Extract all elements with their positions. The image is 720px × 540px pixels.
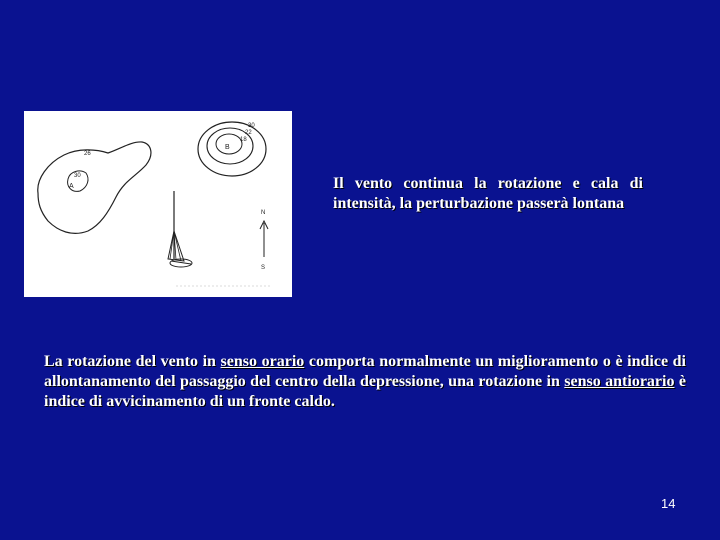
isobar-map [24,111,292,297]
high-label-a: A [69,183,74,190]
main-text-paragraph [44,352,686,412]
main-text-part-2: comporta normalmente un miglioramento o è indice di allontanamento del passaggio del centro della depressione, una rotazione in [44,353,687,390]
main-text-part-3: è indice di avvicinamento di un fronte caldo. [44,373,686,410]
underlined-clockwise: senso orario [220,353,305,370]
compass-north-label: N [261,210,266,216]
high-value-label: 30 [74,173,81,179]
page-number: 14 [661,496,676,511]
isobar-label-30: 30 [248,123,255,129]
weather-diagram [24,111,292,297]
isobar-label-18: 18 [240,137,247,143]
isobar-label-26: 26 [84,151,91,157]
low-label-b: B [225,144,230,151]
compass-south-label: S [261,265,266,271]
main-text-part-1: La rotazione del vento in [44,353,221,370]
isobar-label-22: 22 [245,130,252,136]
low-isobar-outer [198,122,266,176]
underlined-counterclockwise: senso antiorario [564,373,675,390]
high-pressure-isobar [38,142,151,233]
side-text-paragraph: Il vento continua la rotazione e cala di intensità, la perturbazione passerà lontana [333,175,643,212]
